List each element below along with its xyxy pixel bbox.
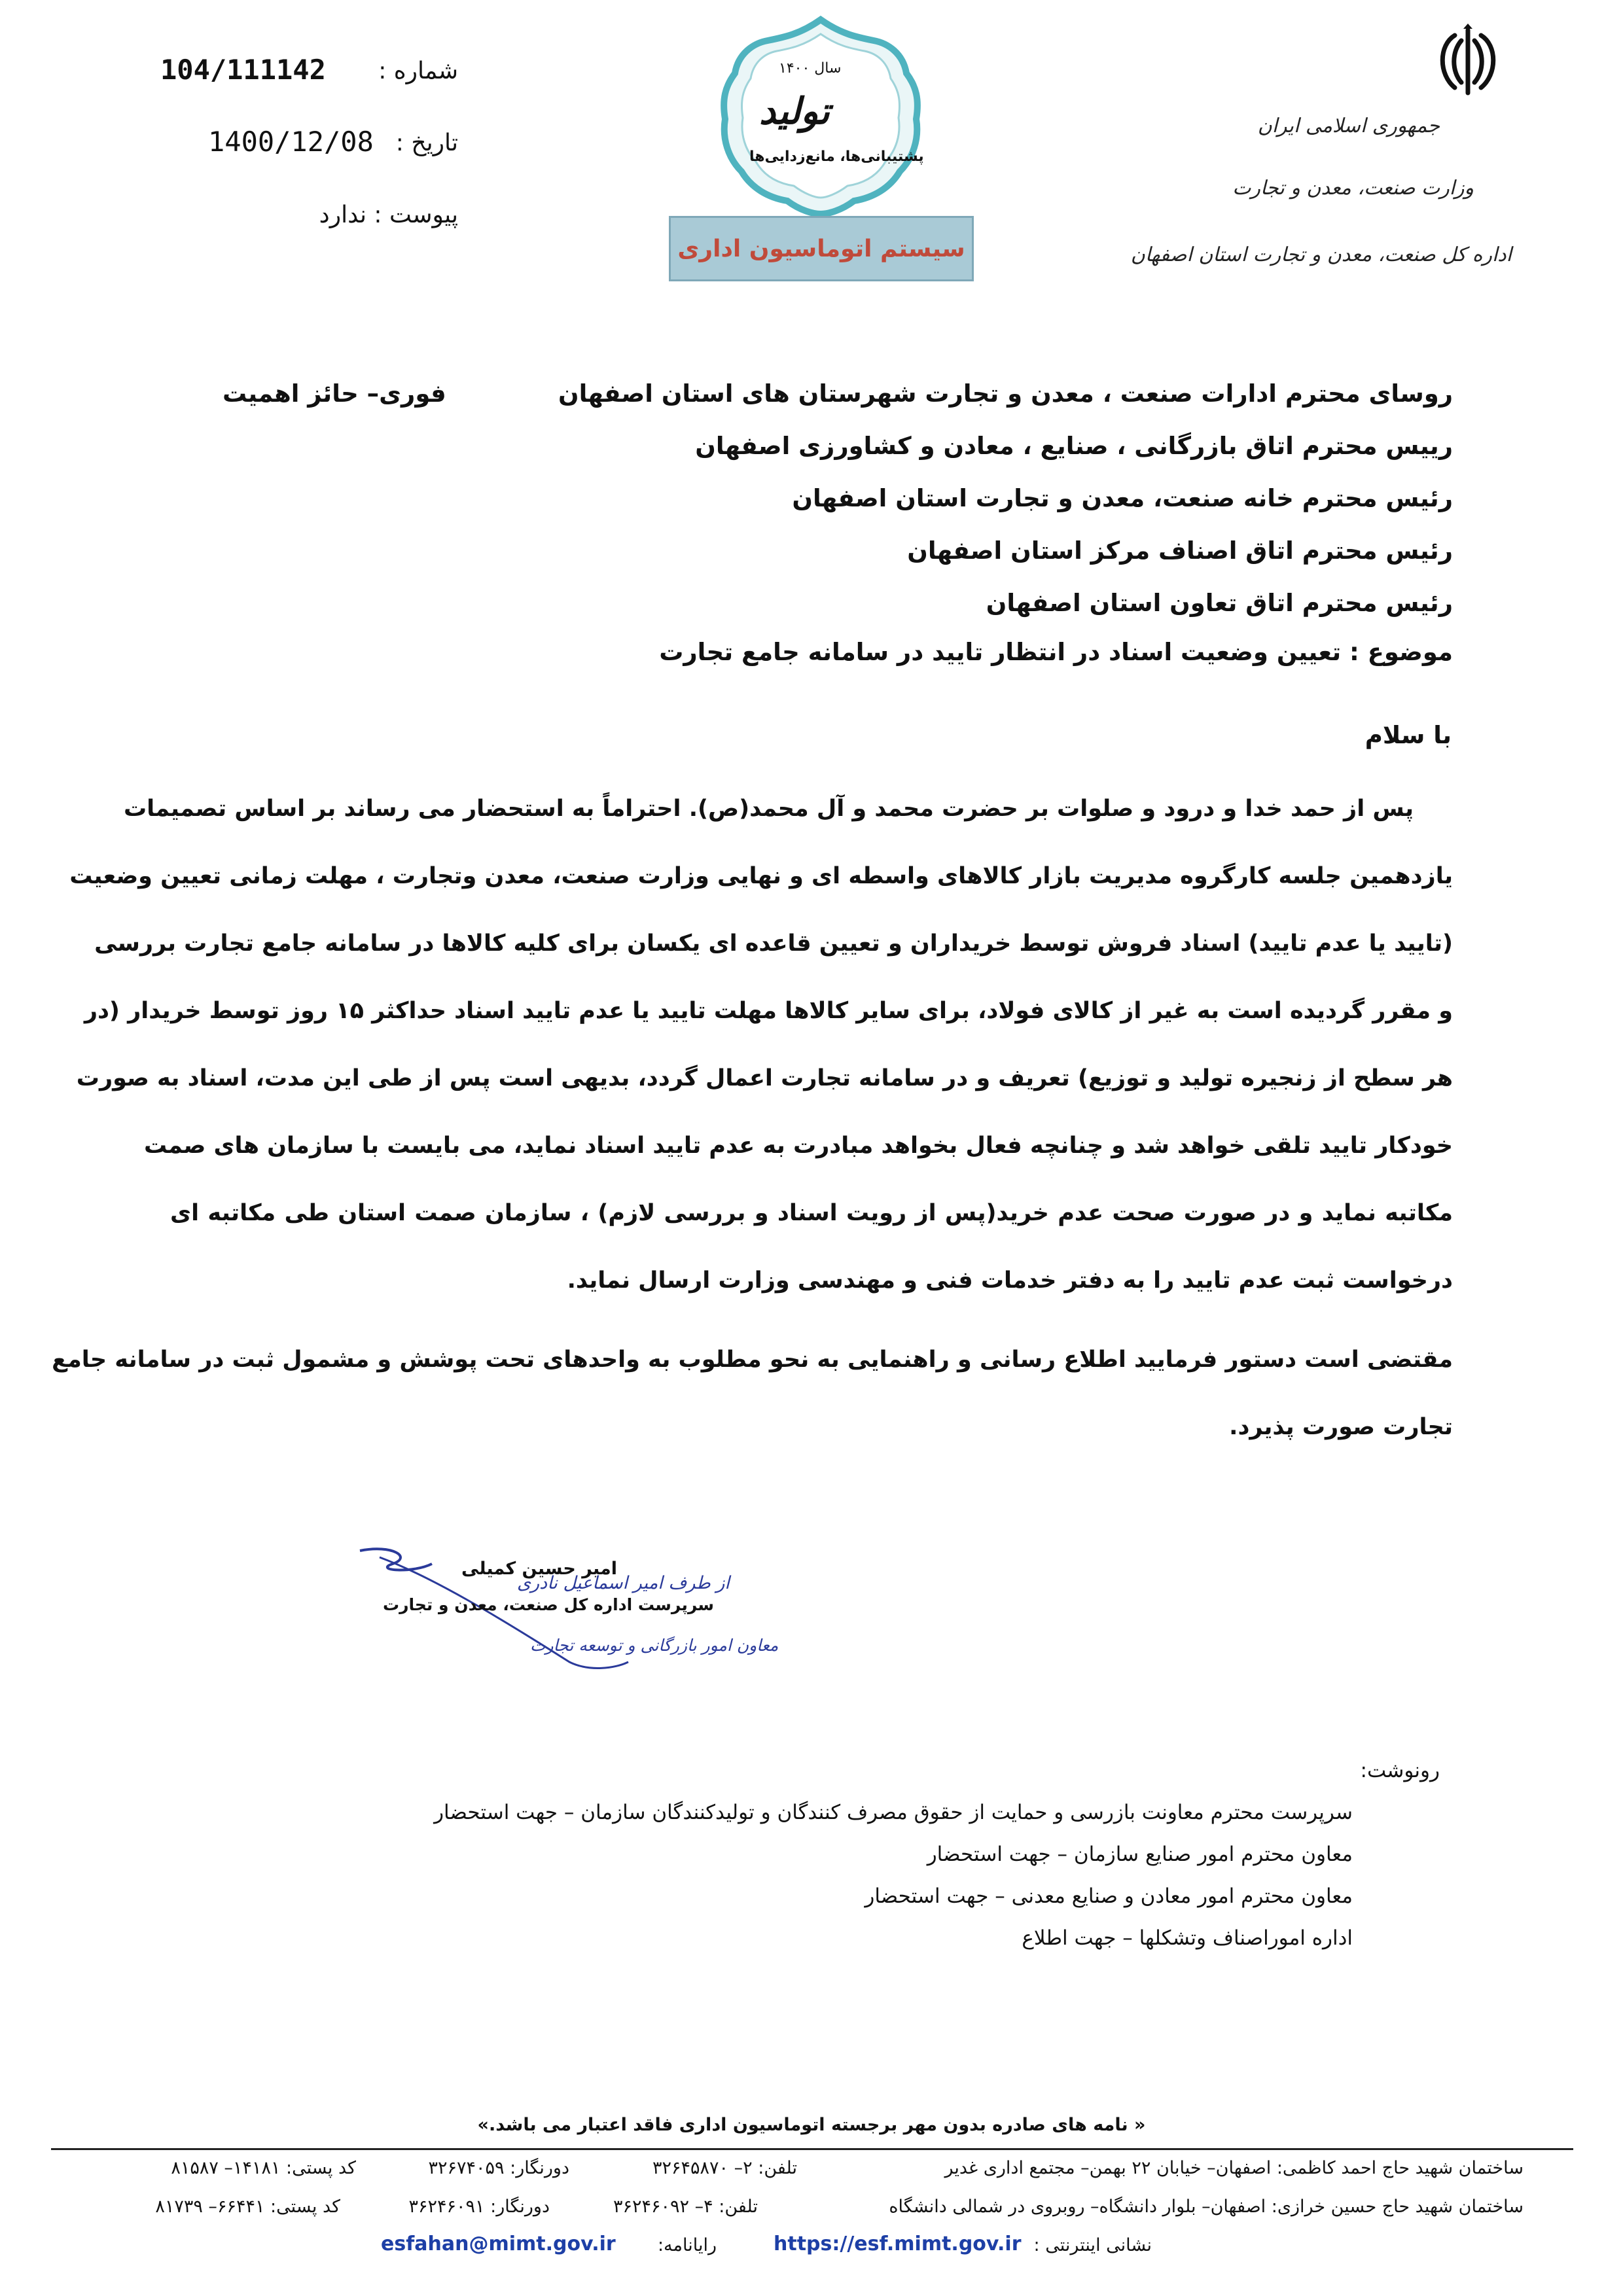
- footer-phone-1: تلفن: ۲– ۳۲۶۴۵۸۷۰: [652, 2158, 797, 2178]
- cc-label: رونوشت:: [1360, 1759, 1440, 1782]
- iran-emblem-icon: [1425, 22, 1510, 101]
- body-line: مکاتبه نماید و در صورت صحت عدم خرید(پس از رویت اسناد و بررسی لازم) ، سازمان صمت استان طی مکاتبه ای: [170, 1200, 1453, 1226]
- letter-number-value: 104/111142: [160, 54, 326, 86]
- body-line: درخواست ثبت عدم تایید را به دفتر خدمات فنی و مهندسی وزارت ارسال نماید.: [567, 1267, 1453, 1294]
- email-label: رایانامه:: [657, 2235, 717, 2255]
- body-line: هر سطح از زنجیره تولید و توزیع) تعریف و در سامانه تجارت اعمال گردد، بدیهی است پس از طی این مدت، اسناد به صورت: [76, 1065, 1453, 1091]
- signature-handwriting-1: از طرف امیر اسماعیل نادری: [517, 1573, 730, 1593]
- footer-address-2: ساختمان شهید حاج حسین خرازی: اصفهان– بلوار دانشگاه– روبروی در شمالی دانشگاه: [889, 2197, 1524, 2217]
- body-line: مقتضی است دستور فرمایید اطلاع رسانی و راهنمایی به نحو مطلوب به واحدهای تحت پوشش و مشمول ثبت در سامانه جامع: [52, 1347, 1453, 1373]
- signature-handwriting-2: معاون امور بازرگانی و توسعه تجارت: [530, 1636, 779, 1655]
- footer-fax-2: دورنگار: ۳۶۲۴۶۰۹۱: [408, 2197, 550, 2217]
- cc-line-3: معاون محترم امور معادن و صنایع معدنی – جهت استحضار: [865, 1884, 1353, 1908]
- recipient-4: رئیس محترم اتاق اصناف مرکز استان اصفهان: [907, 537, 1453, 565]
- body-line: و مقرر گردیده است به غیر از کالای فولاد، برای سایر کالاها مهلت تایید یا عدم تایید اسناد حداکثر ۱۵ روز توسط خریدار (در: [84, 998, 1453, 1024]
- footer-fax-1: دورنگار: ۳۲۶۷۴۰۵۹: [428, 2158, 569, 2178]
- seal-word: تولید: [759, 90, 830, 133]
- footer-divider: [51, 2148, 1573, 2150]
- cc-line-1: سرپرست محترم معاونت بازرسی و حمایت از حقوق مصرف کنندگان و تولیدکنندگان سازمان – جهت استحضار: [434, 1801, 1353, 1824]
- email-link[interactable]: esfahan@mimt.gov.ir: [381, 2233, 616, 2255]
- automation-system-banner: سیستم اتوماسیون اداری: [669, 216, 974, 281]
- signature-block: [353, 1538, 779, 1682]
- cc-line-4: اداره اموراصناف وتشکلها – جهت اطلاع: [1022, 1926, 1353, 1950]
- signer-title: سرپرست اداره کل صنعت، معدن و تجارت: [383, 1595, 714, 1614]
- recipient-1: روسای محترم ادارات صنعت ، معدن و تجارت شهرستان های استان اصفهان: [558, 380, 1453, 408]
- seal-year: سال ۱۴۰۰: [779, 60, 842, 77]
- body-line: تجارت صورت پذیرد.: [1229, 1414, 1453, 1440]
- body-paragraph-1: [69, 775, 1453, 1315]
- greeting: با سلام: [1364, 721, 1452, 749]
- production-year-seal: [717, 14, 925, 217]
- body-line: خودکار تایید تلقی خواهد شد و چنانچه فعال بخواهد مبادرت به عدم تایید اسناد نماید، می بایست با سازمان های صمت: [143, 1133, 1453, 1159]
- website-link[interactable]: https://esf.mimt.gov.ir: [774, 2233, 1022, 2255]
- cc-line-2: معاون محترم امور صنایع سازمان – جهت استحضار: [927, 1843, 1353, 1866]
- attachment-text: پیوست : ندارد: [319, 202, 458, 228]
- body-line: (تایید یا عدم تایید) اسناد فروش توسط خریداران و تعیین قاعده ای یکسان برای کلیه کالاها در سامانه جامع تجارت بررسی: [94, 930, 1453, 957]
- ministry-line-1: جمهوری اسلامی ایران: [1257, 115, 1440, 137]
- recipient-2: رییس محترم اتاق بازرگانی ، صنایع ، معادن و کشاورزی اصفهان: [695, 432, 1453, 460]
- seal-slogan: پشتیبانی‌ها، مانع‌زدایی‌ها: [749, 149, 924, 165]
- website-label: نشانی اینترنتی :: [1033, 2235, 1152, 2255]
- ministry-line-2: وزارت صنعت، معدن و تجارت: [1232, 177, 1474, 200]
- subject-line: موضوع : تعیین وضعیت اسناد در انتظار تایید در سامانه جامع تجارت: [659, 638, 1453, 666]
- body-line: پس از حمد خدا و درود و صلوات بر حضرت محمد و آل محمد(ص). احتراماً به استحضار می رساند بر اساس تصمیمات: [123, 796, 1414, 822]
- footer-postal-1: کد پستی: ۱۴۱۸۱– ۸۱۵۸۷: [171, 2158, 356, 2178]
- letter-date-label: تاریخ :: [395, 130, 458, 156]
- letter-number-label: شماره :: [378, 58, 458, 84]
- letter-date-value: 1400/12/08: [208, 126, 374, 158]
- footer-postal-2: کد پستی: ۶۶۴۴۱– ۸۱۷۳۹: [155, 2197, 340, 2217]
- priority-label: فوری– حائز اهمیت: [223, 380, 446, 408]
- footer-phone-2: تلفن: ۴– ۳۶۲۴۶۰۹۲: [613, 2197, 758, 2217]
- body-line: یازدهمین جلسه کارگروه مدیریت بازار کالاهای واسطه ای و نهایی وزارت صنعت، معدن وتجارت ، مهلت زمانی تعیین وضعیت: [69, 863, 1453, 889]
- body-paragraph-2: [52, 1326, 1453, 1461]
- footer-address-1: ساختمان شهید حاج احمد کاظمی: اصفهان– خیابان ۲۲ بهمن– مجتمع اداری غدیر: [944, 2158, 1524, 2178]
- signer-name: امیر حسین کمیلی: [461, 1559, 618, 1579]
- footer-notice: « نامه های صادره بدون مهر برجسته اتوماسیون اداری فاقد اعتبار می باشد.»: [477, 2115, 1146, 2135]
- recipient-3: رئیس محترم خانه صنعت، معدن و تجارت استان اصفهان: [792, 484, 1453, 512]
- recipient-5: رئیس محترم اتاق تعاون استان اصفهان: [986, 589, 1453, 617]
- ministry-line-3: اداره کل صنعت، معدن و تجارت استان اصفهان: [1130, 243, 1512, 266]
